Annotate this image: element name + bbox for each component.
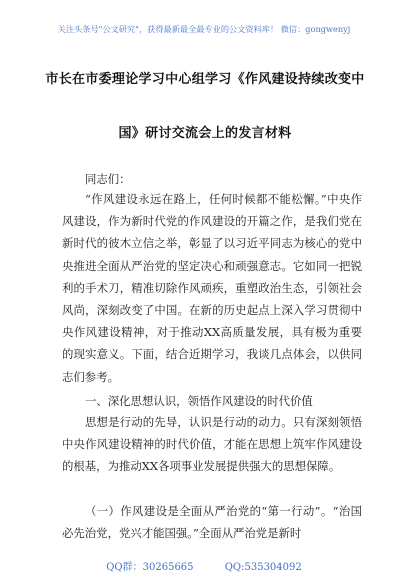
- section-heading-1: 一、深化思想认识，领悟作风建设的时代价值: [85, 394, 313, 408]
- footer-contacts: [0, 558, 408, 573]
- body-paragraph-intro: “作风建设永远在路上，任何时候都不能松懈。”中央作风建设，作为新时代党的作风建设的开篇之作，是我们党在新时代的彼木立信之举，彰显了以习近平同志为核心的党中央推进全面从严治党的坚定决心和顽强意志。它如同一把锐利的手术刀，精准切除作风顽疾，重塑政治生态，引领社会风尚，深刻改变了中国。在新的历史起点上深入学习贯彻中央作风建设精神，对于推动XX高质量发展，具有极为重要的现实意义。下面，结合近期学习，我谈几点体会，以供同志们参考。: [62, 192, 362, 384]
- document-title-line-2: 国》研讨交流会上的发言材料: [118, 126, 292, 141]
- header-banner: 关注头条号"公文研究"，获得最新最全最专业的公文资料库！ 微信：gongwenyj: [57, 24, 351, 34]
- body-paragraph-2: 思想是行动的先导，认识是行动的动力。只有深刻领悟中央作风建设精神的时代价值，才能在思想上筑牢作风建设的根基，为推动XX各项事业发展提供强大的思想保障。: [62, 415, 362, 474]
- footer-qq-group: QQ群：30265665: [106, 562, 194, 573]
- document-title-line-1: 市长在市委理论学习中心组学习《作风建设持续改变中: [45, 72, 365, 87]
- body-paragraph-3: （一）作风建设是全面从严治党的“第一行动”。“治国必先治党，党兴才能国强。”全面从严治党是新时: [62, 504, 362, 541]
- salutation: 同志们：: [85, 172, 131, 186]
- footer-qq: QQ:535304092: [224, 562, 302, 573]
